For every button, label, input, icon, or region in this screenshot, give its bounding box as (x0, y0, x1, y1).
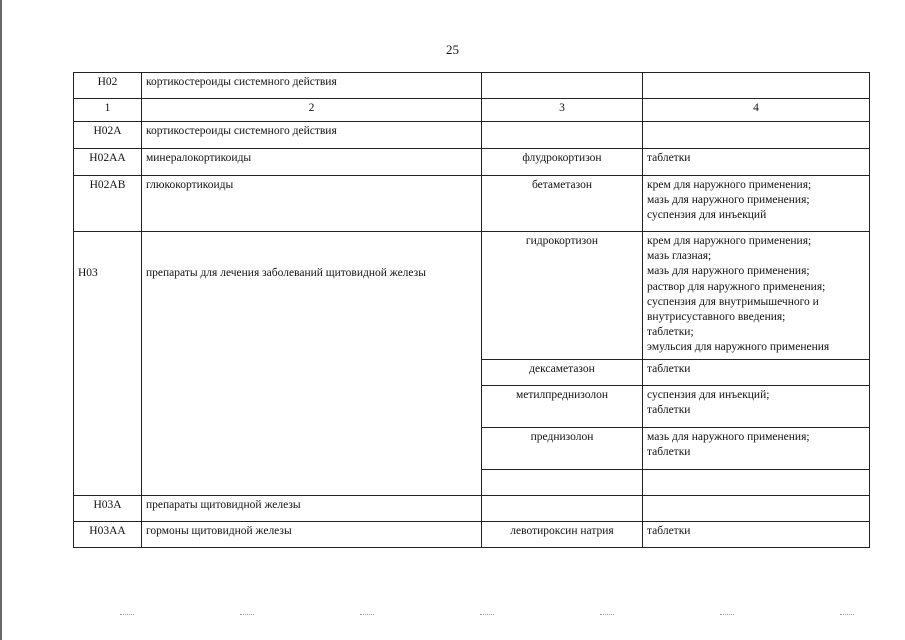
drug-name: гидрокортизон (482, 232, 643, 360)
drug-name: левотироксин натрия (482, 522, 643, 548)
scan-noise-dots (0, 614, 905, 634)
drug-name (482, 470, 643, 496)
dosage-form-line: раствор для наружного применения; (647, 280, 826, 293)
atc-group: гормоны щитовидной железы (142, 522, 482, 548)
atc-code: H03AA (74, 522, 142, 548)
column-number-3: 3 (482, 99, 643, 122)
atc-drug-table (73, 72, 870, 548)
dosage-forms (643, 522, 870, 548)
dosage-form-line: суспензия для инъекций; (647, 389, 770, 401)
dosage-forms (643, 428, 870, 470)
dosage-forms (643, 470, 870, 496)
dosage-form-line: таблетки (647, 363, 691, 375)
dosage-forms (643, 232, 870, 360)
atc-code: H02 (74, 73, 142, 99)
scan-left-edge (0, 0, 2, 640)
dosage-form-line: суспензия для внутримышечного и (647, 295, 819, 308)
dosage-form-line: крем для наружного применения; (647, 179, 812, 191)
dosage-forms (643, 360, 870, 386)
dosage-form-line: таблетки (647, 525, 691, 537)
atc-code: H03A (74, 496, 142, 522)
atc-group: минералокортикоиды (142, 149, 482, 176)
dosage-forms (643, 122, 870, 149)
column-number-row (74, 99, 870, 122)
column-number-4: 4 (643, 99, 870, 122)
dosage-forms (643, 176, 870, 232)
dosage-form-line: мазь для наружного применения; (647, 431, 810, 443)
atc-group: глюкокортикоиды (142, 176, 482, 232)
drug-name (482, 73, 643, 99)
dosage-form-line: таблетки (647, 404, 691, 417)
dosage-forms (643, 496, 870, 522)
atc-group: кортикостероиды системного действия (142, 73, 482, 99)
drug-name: флудрокортизон (482, 149, 643, 176)
column-number-2: 2 (142, 99, 482, 122)
atc-group: препараты для лечения заболеваний щитовидной железы (142, 232, 482, 496)
drug-name: дексаметазон (482, 360, 643, 386)
drug-name (482, 122, 643, 149)
drug-name (482, 496, 643, 522)
atc-code: H02AB (74, 176, 142, 232)
table-row-h02ab (74, 176, 870, 232)
dosage-forms (643, 386, 870, 428)
dosage-form-line: таблетки (647, 152, 691, 164)
dosage-form-line: внутрисуставного введения; (647, 311, 786, 324)
dosage-form-line: суспензия для инъекций (647, 209, 767, 222)
atc-code: H02A (74, 122, 142, 149)
drug-name: бетаметазон (482, 176, 643, 232)
drug-name: метилпреднизолон (482, 386, 643, 428)
atc-group: кортикостероиды системного действия (142, 122, 482, 149)
table-row-h03aa (74, 522, 870, 548)
table-row-h03a (74, 496, 870, 522)
table-row-h03-hydrocortisone (74, 232, 870, 360)
dosage-form-line: таблетки; (647, 326, 694, 339)
table-row-h02a (74, 122, 870, 149)
drug-name: преднизолон (482, 428, 643, 470)
dosage-form-line: эмульсия для наружного применения (647, 341, 830, 354)
atc-group: препараты щитовидной железы (142, 496, 482, 522)
table-row-h02 (74, 73, 870, 99)
dosage-forms (643, 73, 870, 99)
table-row-h02aa (74, 149, 870, 176)
dosage-form-line: мазь глазная; (647, 250, 712, 263)
dosage-form-line: мазь для наружного применения; (647, 265, 810, 278)
dosage-forms (643, 149, 870, 176)
dosage-form-line: мазь для наружного применения; (647, 194, 810, 207)
atc-code: H02AA (74, 149, 142, 176)
dosage-form-line: таблетки (647, 446, 691, 459)
column-number-1: 1 (74, 99, 142, 122)
page-number: 25 (446, 42, 459, 57)
dosage-form-line: крем для наружного применения; (647, 235, 812, 247)
atc-code: H03 (74, 232, 142, 496)
